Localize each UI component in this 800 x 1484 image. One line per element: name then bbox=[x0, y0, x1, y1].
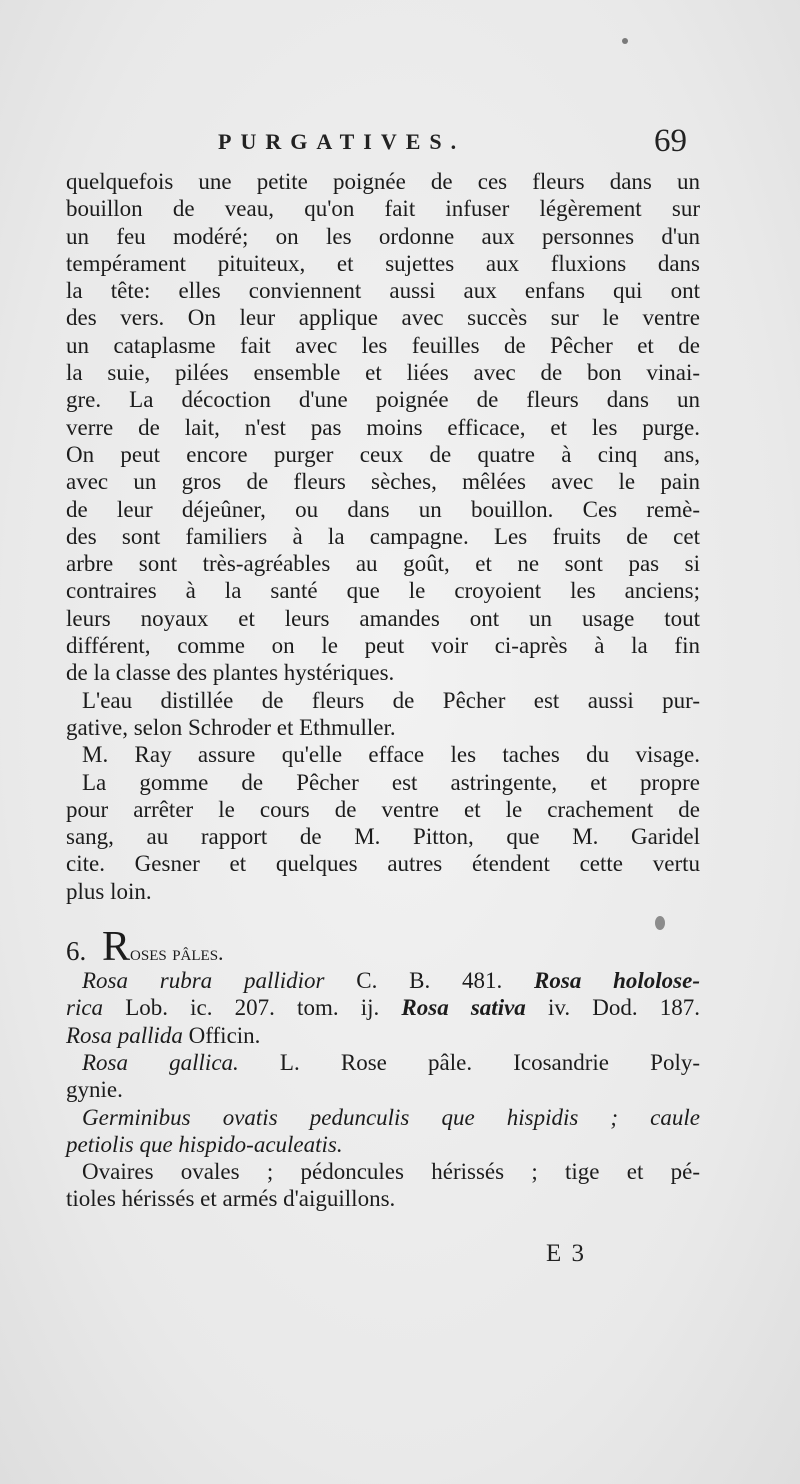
paper-speck bbox=[655, 916, 665, 930]
text-line: On peut encore purger ceux de quatre à cinq ans, bbox=[66, 441, 700, 467]
linnaeus-line: gynie. bbox=[66, 1077, 123, 1103]
text-line: de leur déjeûner, ou dans un bouillon. Ces remè- bbox=[66, 496, 700, 522]
text-line: avec un gros de fleurs sèches, mêlées avec le pain bbox=[66, 469, 700, 495]
linnaeus-classification: L. Rose pâle. Icosandrie Poly- bbox=[238, 1049, 700, 1075]
text-line: Ovaires ovales ; pédoncules hérissés ; tige et pé- bbox=[82, 1159, 700, 1185]
synonym-reference: Lob. ic. 207. tom. ij. bbox=[103, 995, 380, 1021]
synonym-name: Rosa pallida bbox=[66, 1022, 183, 1048]
body-text bbox=[66, 168, 700, 1213]
text-line: quelquefois une petite poignée de ces fleurs dans un bbox=[66, 169, 700, 194]
paragraph-fleurs bbox=[66, 168, 700, 687]
paragraph-ray bbox=[66, 741, 700, 768]
text-line: gative, selon Schroder et Ethmuller. bbox=[66, 714, 396, 740]
text-line: L'eau distillée de fleurs de Pêcher est aussi pur- bbox=[82, 687, 700, 713]
text-line: petiolis que hispido-aculeatis. bbox=[66, 1131, 343, 1157]
signature-mark: E 3 bbox=[546, 1240, 587, 1267]
synonym-name: rica bbox=[66, 995, 104, 1021]
text-line: Germinibus ovatis pedunculis que hispidis ; caule bbox=[82, 1104, 700, 1130]
text-line: un feu modéré; on les ordonne aux personnes d'un bbox=[66, 223, 700, 249]
text-line: plus loin. bbox=[66, 878, 152, 904]
synonym-name: Rosa sativa bbox=[379, 995, 526, 1021]
running-head: PURGATIVES. bbox=[218, 129, 466, 154]
synonym-line bbox=[66, 994, 700, 1021]
entry-heading bbox=[66, 924, 700, 971]
text-line: bouillon de veau, qu'on fait infuser légèrement sur bbox=[66, 196, 700, 222]
text-line: verre de lait, n'est pas moins efficace, et les purge. bbox=[66, 414, 700, 440]
synonym-reference: iv. Dod. 187. bbox=[525, 995, 700, 1021]
synonym-reference: C. B. 481. bbox=[324, 968, 503, 994]
synonym-line bbox=[66, 1022, 700, 1049]
paragraph-gomme bbox=[66, 769, 700, 905]
entry-title: oses pâles. bbox=[130, 940, 224, 966]
french-description bbox=[66, 1158, 700, 1213]
synonyms-block bbox=[66, 967, 700, 1049]
entry-number: 6. bbox=[66, 936, 87, 967]
text-line: un cataplasme fait avec les feuilles de Pêcher et de bbox=[66, 332, 700, 358]
page-number: 69 bbox=[654, 123, 687, 159]
text-line: sang, au rapport de M. Pitton, que M. Garidel bbox=[66, 824, 700, 850]
linnaeus-name: Rosa gallica. bbox=[82, 1049, 239, 1075]
synonym-reference: Officin. bbox=[182, 1022, 261, 1048]
latin-description bbox=[66, 1104, 700, 1159]
text-line: différent, comme on le peut voir ci-après à la fin bbox=[66, 633, 700, 659]
text-line: gre. La décoction d'une poignée de fleurs dans un bbox=[66, 387, 700, 413]
paper-speck bbox=[622, 38, 628, 44]
paragraph-eau-distillee bbox=[66, 687, 700, 742]
text-line: des sont familiers à la campagne. Les fruits de cet bbox=[66, 523, 700, 549]
text-line: de la classe des plantes hystériques. bbox=[66, 660, 395, 686]
text-line: des vers. On leur applique avec succès sur le ventre bbox=[66, 305, 700, 331]
linnaeus-line bbox=[66, 1049, 700, 1076]
text-line: tioles hérissés et armés d'aiguillons. bbox=[66, 1186, 396, 1212]
page-header bbox=[0, 123, 800, 173]
synonym-line bbox=[66, 967, 700, 994]
text-line: contraires à la santé que le croyoient les anciens; bbox=[66, 578, 700, 604]
text-line: la suie, pilées ensemble et liées avec de bon vinai- bbox=[66, 360, 700, 386]
text-line: tempérament pituiteux, et sujettes aux fluxions dans bbox=[66, 250, 700, 276]
text-line: pour arrêter le cours de ventre et le crachement de bbox=[66, 796, 700, 822]
synonym-name: Rosa rubra pallidior bbox=[82, 968, 325, 994]
synonym-name: Rosa hololose- bbox=[502, 968, 701, 994]
text-line: arbre sont très-agréables au goût, et ne sont pas si bbox=[66, 551, 700, 577]
text-line: La gomme de Pêcher est astringente, et propre bbox=[82, 769, 700, 795]
text-line: la tête: elles conviennent aussi aux enfans qui ont bbox=[66, 278, 700, 304]
text-line: M. Ray assure qu'elle efface les taches du visage. bbox=[82, 742, 700, 768]
text-line: cite. Gesner et quelques autres étendent cette vertu bbox=[66, 851, 700, 877]
entry-initial: R bbox=[102, 924, 131, 971]
linnaeus-block bbox=[66, 1049, 700, 1104]
text-line: leurs noyaux et leurs amandes ont un usage tout bbox=[66, 605, 700, 631]
